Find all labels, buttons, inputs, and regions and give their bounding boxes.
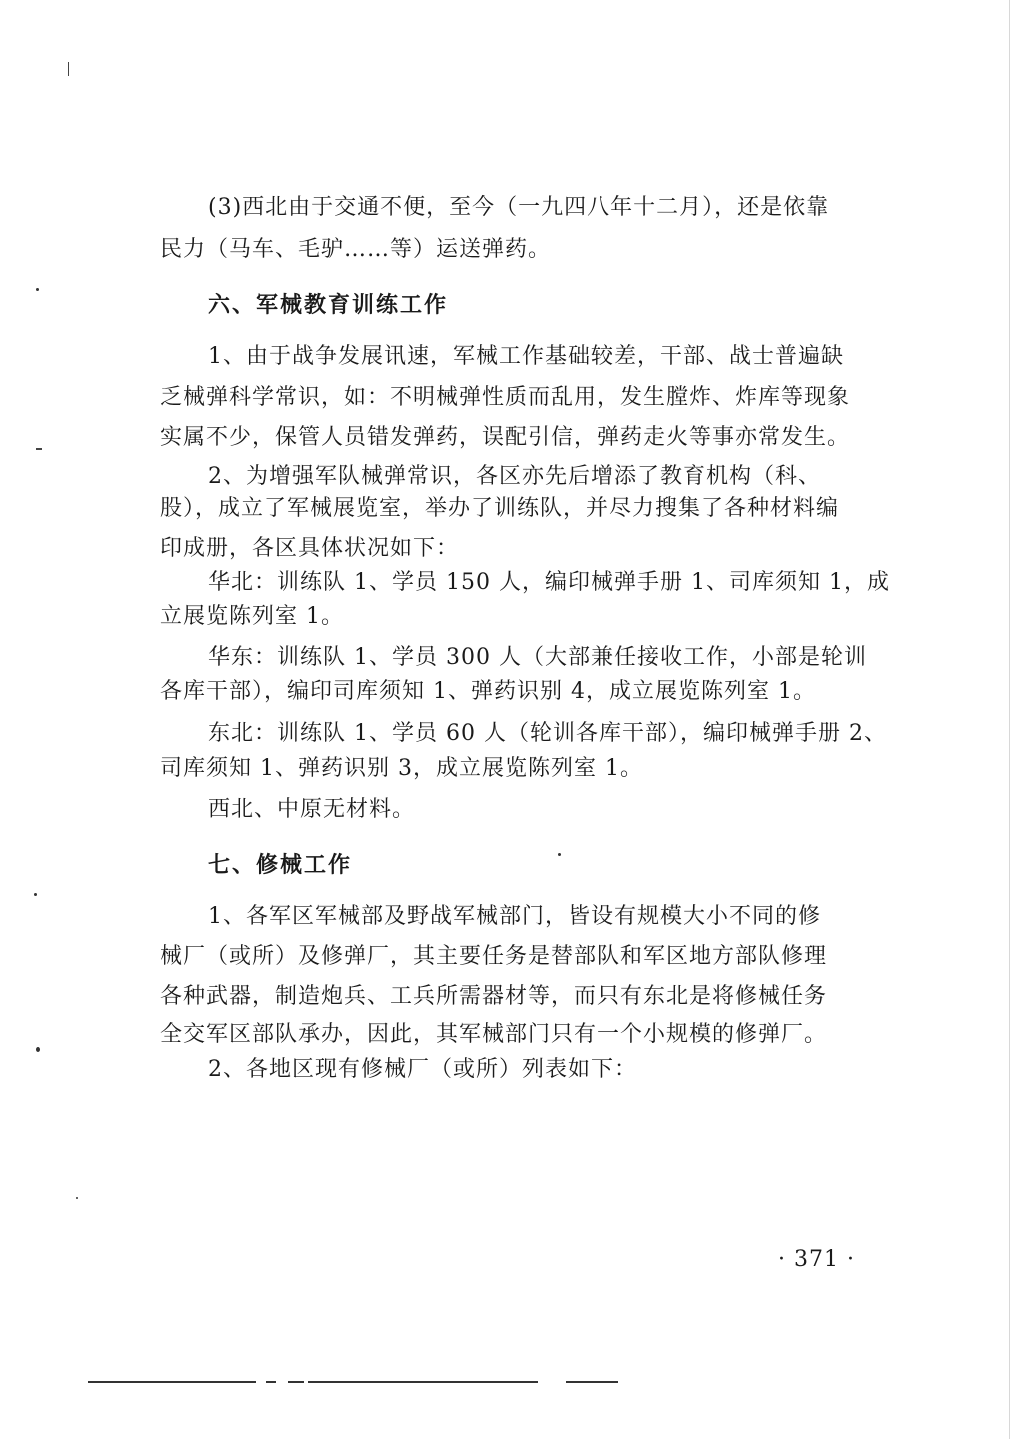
- paragraph-line: 民力（马车、毛驴……等）运送弹药。: [160, 237, 552, 262]
- paragraph-line: 1、各军区军械部及野战军械部门，皆设有规模大小不同的修: [208, 904, 821, 929]
- paragraph-line: 2、各地区现有修械厂（或所）列表如下：: [208, 1057, 637, 1082]
- paragraph-line: 乏械弹科学常识，如：不明械弹性质而乱用，发生膛炸、炸库等现象: [160, 385, 851, 410]
- paragraph-line: 全交军区部队承办，因此，其军械部门只有一个小规模的修弹厂。: [160, 1022, 828, 1047]
- paragraph-line: (3)西北由于交通不便，至今（一九四八年十二月），还是依靠: [208, 195, 830, 220]
- scan-rule: [566, 1381, 618, 1383]
- paragraph-line: 1、由于战争发展讯速，军械工作基础较差，干部、战士普遍缺: [208, 344, 844, 369]
- paragraph-line: 各库干部），编印司库须知 1、弹药识别 4，成立展览陈列室 1。: [160, 679, 816, 704]
- scan-rule: [308, 1381, 538, 1383]
- section-heading: 六、军械教育训练工作: [208, 292, 449, 318]
- scan-rule: [266, 1381, 276, 1383]
- paragraph-line: 械厂（或所）及修弹厂，其主要任务是替部队和军区地方部队修理: [160, 944, 828, 969]
- scan-speck: [36, 288, 39, 291]
- scan-rule: [88, 1381, 256, 1383]
- paragraph-line: 东北：训练队 1、学员 60 人（轮训各库干部），编印械弹手册 2、: [208, 721, 887, 746]
- page-number: · 371 ·: [778, 1247, 855, 1272]
- paragraph-line: 西北、中原无材料。: [208, 797, 416, 822]
- scan-speck: [76, 1197, 78, 1199]
- scan-rule: [288, 1381, 304, 1383]
- scan-speck: [36, 1047, 40, 1052]
- paragraph-line: 立展览陈列室 1。: [160, 604, 344, 629]
- paragraph-line: 各种武器，制造炮兵、工兵所需器材等，而只有东北是将修械任务: [160, 984, 828, 1009]
- paragraph-line: 印成册，各区具体状况如下：: [160, 536, 460, 561]
- scan-speck: [34, 893, 37, 896]
- scan-mark: [36, 448, 42, 450]
- paragraph-line: 司库须知 1、弹药识别 3，成立展览陈列室 1。: [160, 756, 643, 781]
- paragraph-line: 股），成立了军械展览室，举办了训练队，并尽力搜集了各种材料编: [160, 496, 840, 521]
- paragraph-line: 实属不少，保管人员错发弹药，误配引信，弹药走火等事亦常发生。: [160, 425, 851, 450]
- section-heading: 七、修械工作: [208, 852, 353, 878]
- paragraph-line: 2、为增强军队械弹常识，各区亦先后增添了教育机构（科、: [208, 464, 821, 489]
- paragraph-line: 华北：训练队 1、学员 150 人，编印械弹手册 1、司库须知 1，成: [208, 570, 890, 595]
- scan-speck: [558, 853, 561, 856]
- paragraph-line: 华东：训练队 1、学员 300 人（大部兼任接收工作，小部是轮训: [208, 645, 867, 670]
- scan-mark: [68, 62, 69, 76]
- page-edge: [1009, 0, 1010, 1439]
